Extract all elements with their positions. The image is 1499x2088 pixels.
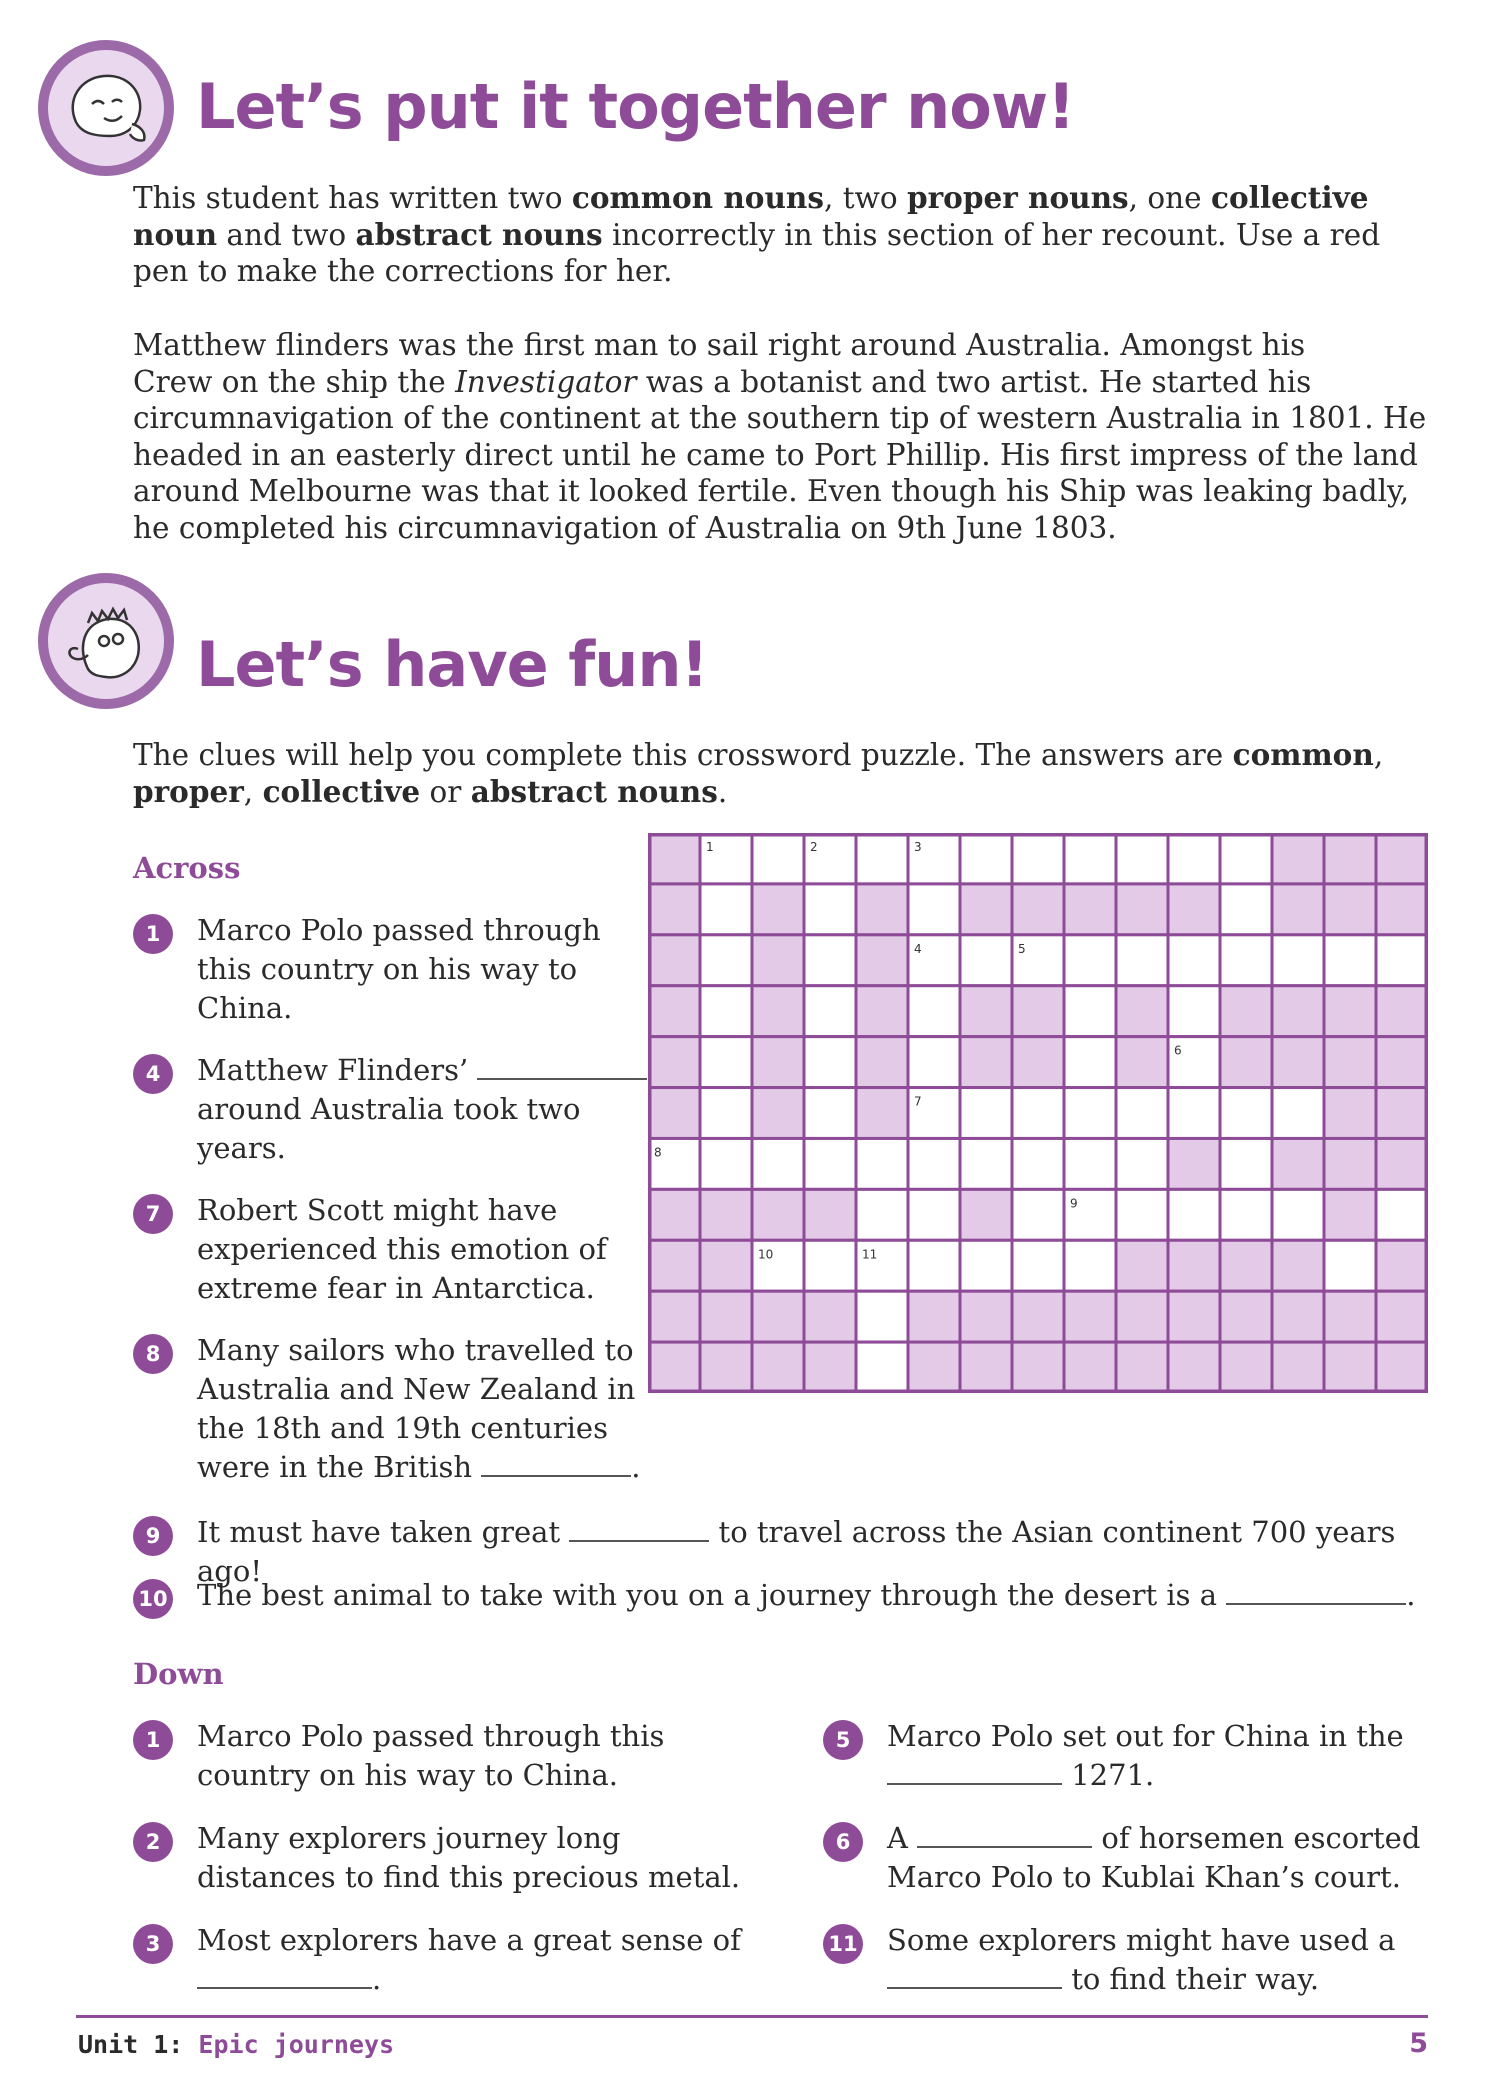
crossword-blocked-cell: [648, 1189, 700, 1240]
crossword-blocked-cell: [1324, 884, 1376, 935]
crossword-cell[interactable]: [752, 833, 804, 884]
crossword-blocked-cell: [960, 884, 1012, 935]
crossword-cell-number: 5: [1018, 941, 1026, 956]
clue-text-part: around Australia took two years.: [197, 1092, 581, 1165]
crossword-blocked-cell: [1324, 1189, 1376, 1240]
crossword-cell[interactable]: [1012, 1138, 1064, 1189]
crossword-blocked-cell: [1116, 884, 1168, 935]
text-run: common: [1232, 737, 1374, 772]
clue-number-badge: 1: [133, 1720, 173, 1760]
answer-blank[interactable]: [887, 1761, 1062, 1785]
crossword-blocked-cell: [1272, 1291, 1324, 1342]
crossword-cell[interactable]: [856, 1189, 908, 1240]
clue-number-badge: 7: [133, 1194, 173, 1234]
crossword-blocked-cell: [1272, 833, 1324, 884]
crossword-blocked-cell: [856, 986, 908, 1037]
crossword-blocked-cell: [700, 1189, 752, 1240]
crossword-cell[interactable]: [1220, 1189, 1272, 1240]
crossword-blocked-cell: [1012, 1037, 1064, 1088]
text-run: , one: [1128, 181, 1212, 215]
recount-passage: [133, 327, 1433, 546]
crossword-cell[interactable]: [908, 1240, 960, 1291]
crossword-blocked-cell: [856, 935, 908, 986]
crossword-blocked-cell: [1116, 1240, 1168, 1291]
crossword-cell[interactable]: [908, 1138, 960, 1189]
crossword-blocked-cell: [1220, 1291, 1272, 1342]
crossword-blocked-cell: [1168, 1138, 1220, 1189]
crossword-blocked-cell: [1324, 1291, 1376, 1342]
text-run: proper: [133, 773, 244, 809]
crossword-cell[interactable]: [1272, 1088, 1324, 1139]
thinking-character-icon: [38, 40, 174, 176]
crossword-cell[interactable]: [908, 986, 960, 1037]
crossword-cell[interactable]: [1116, 1189, 1168, 1240]
crossword-blocked-cell: [648, 884, 700, 935]
crossword-blocked-cell: [752, 986, 804, 1037]
text-run: noun: [133, 216, 218, 252]
text-run: Matthew flinders was the first man to sail right around Australia. Amongst his Crew on the ship the: [133, 328, 1306, 399]
clue-text-part: Some explorers might have used a: [887, 1923, 1396, 1957]
crossword-blocked-cell: [1324, 833, 1376, 884]
crossword-cell[interactable]: [1012, 833, 1064, 884]
crossword-cell[interactable]: [1324, 935, 1376, 986]
clue-text-part: Marco Polo passed through this country on his way to China.: [197, 1719, 665, 1792]
clue-item: [133, 1331, 653, 1501]
crossword-cell[interactable]: [700, 1088, 752, 1139]
text-run: ,: [1373, 738, 1384, 772]
crossword-blocked-cell: [1376, 1138, 1428, 1189]
answer-blank[interactable]: [917, 1824, 1092, 1848]
crossword-cell-number: 2: [810, 840, 818, 854]
crossword-blocked-cell: [1324, 1138, 1376, 1189]
crossword-cell[interactable]: [804, 1138, 856, 1189]
clue-number-badge: 6: [823, 1822, 863, 1862]
crossword-blocked-cell: [1272, 986, 1324, 1037]
crossword-cell[interactable]: [1324, 1240, 1376, 1291]
crossword-cell-number: 1: [706, 840, 714, 854]
footer-divider: [76, 2015, 1428, 2018]
clue-number-badge: 1: [133, 914, 173, 954]
crossword-blocked-cell: [1064, 1291, 1116, 1342]
crossword-cell[interactable]: [804, 1088, 856, 1139]
crossword-cell[interactable]: [960, 833, 1012, 884]
clue-text: [197, 1191, 653, 1308]
crossword-blocked-cell: [1324, 1037, 1376, 1088]
crossword-blocked-cell: [648, 1037, 700, 1088]
crossword-cell[interactable]: [804, 884, 856, 935]
crossword-blocked-cell: [648, 1291, 700, 1342]
crossword-cell[interactable]: [1220, 884, 1272, 935]
crossword-cell[interactable]: [856, 833, 908, 884]
crossword-grid[interactable]: [648, 833, 1428, 1393]
answer-blank[interactable]: [887, 1965, 1062, 1989]
crossword-blocked-cell: [752, 935, 804, 986]
crossword-cell[interactable]: [1116, 1138, 1168, 1189]
crossword-cell[interactable]: [1376, 935, 1428, 986]
crossword-blocked-cell: [648, 935, 700, 986]
clue-text-part: 1271.: [1062, 1758, 1155, 1792]
crossword-cell[interactable]: [1116, 833, 1168, 884]
crossword-blocked-cell: [1064, 1342, 1116, 1393]
clue-text-part: .: [1406, 1578, 1416, 1612]
crossword-blocked-cell: [752, 1189, 804, 1240]
crossword-cell-number: 6: [1174, 1043, 1182, 1058]
answer-blank[interactable]: [481, 1453, 631, 1477]
crossword-blocked-cell: [856, 1037, 908, 1088]
crossword-blocked-cell: [960, 1037, 1012, 1088]
crossword-blocked-cell: [648, 1342, 700, 1393]
crossword-cell[interactable]: [804, 935, 856, 986]
crossword-blocked-cell: [1012, 884, 1064, 935]
crossword-instructions: [133, 737, 1433, 810]
crossword-blocked-cell: [1272, 1138, 1324, 1189]
crossword-cell-number: 4: [914, 941, 922, 956]
crossword-blocked-cell: [1220, 986, 1272, 1037]
text-run: common nouns: [571, 180, 824, 215]
crossword-cell[interactable]: [1220, 1088, 1272, 1139]
crossword-blocked-cell: [1116, 986, 1168, 1037]
crossword-cell[interactable]: [856, 1342, 908, 1393]
clue-text: [887, 1921, 1433, 1999]
answer-blank[interactable]: [1226, 1581, 1406, 1605]
crossword-cell-number: 3: [914, 840, 922, 854]
text-run: collective: [262, 773, 421, 809]
crossword-cell[interactable]: [960, 1088, 1012, 1139]
clue-number-badge: 11: [823, 1924, 863, 1964]
footer-unit-title: Epic journeys: [183, 2030, 395, 2059]
clue-number-badge: 3: [133, 1924, 173, 1964]
crossword-blocked-cell: [700, 1291, 752, 1342]
crossword-blocked-cell: [1168, 1342, 1220, 1393]
clue-text-part: Marco Polo passed through this country on his way to China.: [197, 913, 601, 1025]
crossword-cell[interactable]: [908, 1037, 960, 1088]
clue-number-badge: 9: [133, 1516, 173, 1556]
crossword-blocked-cell: [1376, 1291, 1428, 1342]
text-run: Investigator: [455, 364, 637, 399]
section-heading-fun: Let’s have fun!: [196, 628, 708, 701]
crossword-cell[interactable]: [1168, 986, 1220, 1037]
text-run: collective: [1211, 180, 1369, 215]
crossword-cell-number: 11: [862, 1247, 878, 1262]
crossword-cell-number: 7: [914, 1094, 922, 1109]
crossword-blocked-cell: [752, 1291, 804, 1342]
crossword-blocked-cell: [804, 1291, 856, 1342]
cartoon-face-icon: [38, 573, 174, 709]
crossword-blocked-cell: [1376, 884, 1428, 935]
across-label: Across: [133, 851, 241, 885]
crossword-blocked-cell: [960, 1189, 1012, 1240]
answer-blank[interactable]: [197, 1965, 372, 1989]
down-label: Down: [133, 1657, 224, 1691]
crossword-blocked-cell: [1220, 1342, 1272, 1393]
clue-text: [887, 1717, 1433, 1795]
crossword-cell[interactable]: [1168, 935, 1220, 986]
crossword-cell[interactable]: [1064, 1037, 1116, 1088]
crossword-blocked-cell: [856, 884, 908, 935]
crossword-blocked-cell: [1324, 986, 1376, 1037]
text-run: incorrectly in this section of her recount. Use a red pen to make the corrections for her.: [133, 217, 1381, 288]
crossword-cell[interactable]: [752, 1138, 804, 1189]
crossword-blocked-cell: [960, 1342, 1012, 1393]
crossword-blocked-cell: [1272, 1342, 1324, 1393]
crossword-blocked-cell: [1116, 1291, 1168, 1342]
crossword-cell[interactable]: [856, 1138, 908, 1189]
crossword-blocked-cell: [856, 1088, 908, 1139]
crossword-cell[interactable]: [1220, 833, 1272, 884]
clue-text: [197, 1051, 653, 1168]
clue-number-badge: 5: [823, 1720, 863, 1760]
crossword-blocked-cell: [1012, 1291, 1064, 1342]
answer-blank[interactable]: [477, 1056, 647, 1080]
clue-text-part: .: [372, 1962, 382, 1996]
clue-text-part: to travel across the Asian continent 700 years ago!: [197, 1515, 1396, 1588]
footer-unit-label: Unit 1:: [78, 2030, 184, 2059]
crossword-cell[interactable]: [1272, 935, 1324, 986]
crossword-cell[interactable]: [804, 1240, 856, 1291]
clue-text-part: Many explorers journey long distances to find this precious metal.: [197, 1821, 741, 1894]
text-run: This student has written two: [133, 181, 572, 215]
crossword-cell[interactable]: [1220, 1138, 1272, 1189]
clue-number-badge: 8: [133, 1334, 173, 1374]
clue-item: [823, 1921, 1433, 2088]
clue-text: [197, 1819, 743, 1897]
crossword-blocked-cell: [1168, 1240, 1220, 1291]
crossword-cell[interactable]: [1116, 1088, 1168, 1139]
crossword-blocked-cell: [908, 1291, 960, 1342]
clue-text-part: Robert Scott might have experienced this emotion of extreme fear in Antarctica.: [197, 1193, 607, 1305]
crossword-cell-number: 8: [654, 1145, 662, 1160]
crossword-blocked-cell: [700, 1342, 752, 1393]
section-heading: Let’s put it together now!: [196, 70, 1075, 143]
crossword-cell[interactable]: [1168, 1189, 1220, 1240]
crossword-cell[interactable]: [1012, 1088, 1064, 1139]
crossword-blocked-cell: [1376, 1342, 1428, 1393]
clue-text: [197, 1331, 653, 1487]
crossword-blocked-cell: [648, 1240, 700, 1291]
clue-text-part: It must have taken great: [197, 1515, 570, 1549]
crossword-blocked-cell: [1012, 986, 1064, 1037]
crossword-blocked-cell: [1272, 1240, 1324, 1291]
crossword-blocked-cell: [804, 1342, 856, 1393]
clue-text-part: of horsemen escorted Marco Polo to Kublai Khan’s court.: [887, 1821, 1421, 1894]
clue-text: [197, 911, 653, 1028]
clue-text-part: to find their way.: [1062, 1962, 1320, 1996]
crossword-cell[interactable]: [1272, 1189, 1324, 1240]
crossword-blocked-cell: [1220, 1240, 1272, 1291]
text-run: .: [717, 774, 728, 809]
crossword-blocked-cell: [1168, 1291, 1220, 1342]
crossword-cell[interactable]: [1012, 1189, 1064, 1240]
crossword-cell[interactable]: [700, 935, 752, 986]
text-run: The clues will help you complete this crossword puzzle. The answers are: [133, 738, 1233, 772]
clue-text-part: Most explorers have a great sense of: [197, 1923, 741, 1957]
crossword-blocked-cell: [1012, 1342, 1064, 1393]
text-run: or: [420, 774, 471, 809]
crossword-cell[interactable]: [960, 935, 1012, 986]
clue-text: [197, 1576, 1463, 1615]
crossword-blocked-cell: [1376, 986, 1428, 1037]
instructions-paragraph: [133, 180, 1433, 290]
clue-number-badge: 4: [133, 1054, 173, 1094]
crossword-blocked-cell: [1324, 1342, 1376, 1393]
clue-text-part: A: [887, 1821, 918, 1855]
crossword-blocked-cell: [1116, 1037, 1168, 1088]
text-run: abstract nouns: [355, 216, 603, 252]
crossword-cell[interactable]: [804, 1037, 856, 1088]
crossword-cell[interactable]: [1064, 833, 1116, 884]
crossword-blocked-cell: [752, 1342, 804, 1393]
page-number: 5: [1409, 2028, 1428, 2059]
crossword-cell[interactable]: [960, 1138, 1012, 1189]
crossword-blocked-cell: [1324, 1088, 1376, 1139]
text-run: , two: [823, 181, 907, 215]
crossword-blocked-cell: [648, 1088, 700, 1139]
crossword-cell[interactable]: [1012, 1240, 1064, 1291]
clue-text: [887, 1819, 1433, 1897]
crossword-blocked-cell: [908, 1342, 960, 1393]
clue-text-part: Many sailors who travelled to Australia and New Zealand in the 18th and 19th centuries were in the British: [197, 1333, 636, 1484]
crossword-cell[interactable]: [1168, 833, 1220, 884]
crossword-cell[interactable]: [1064, 1240, 1116, 1291]
crossword-blocked-cell: [752, 1037, 804, 1088]
crossword-cell[interactable]: [1064, 1088, 1116, 1139]
crossword-cell[interactable]: [700, 1138, 752, 1189]
crossword-cell[interactable]: [1168, 1088, 1220, 1139]
crossword-cell[interactable]: [908, 884, 960, 935]
crossword-cell[interactable]: [804, 986, 856, 1037]
clue-text-part: Marco Polo set out for China in the: [887, 1719, 1404, 1753]
text-run: and two: [217, 217, 356, 252]
crossword-blocked-cell: [1376, 833, 1428, 884]
crossword-blocked-cell: [1272, 1037, 1324, 1088]
clue-number-badge: 2: [133, 1822, 173, 1862]
crossword-cell[interactable]: [1220, 935, 1272, 986]
crossword-cell[interactable]: [1064, 986, 1116, 1037]
footer-unit: [78, 2030, 394, 2059]
crossword-blocked-cell: [1376, 1088, 1428, 1139]
crossword-blocked-cell: [1272, 884, 1324, 935]
crossword-cell[interactable]: [960, 1240, 1012, 1291]
crossword-blocked-cell: [648, 986, 700, 1037]
crossword-cell[interactable]: [700, 986, 752, 1037]
crossword-cell[interactable]: [1064, 1138, 1116, 1189]
crossword-blocked-cell: [752, 1088, 804, 1139]
crossword-cell[interactable]: [700, 884, 752, 935]
clue-item: [133, 1921, 743, 2088]
clue-text-part: .: [631, 1450, 641, 1484]
crossword-cell[interactable]: [856, 1291, 908, 1342]
text-run: proper nouns: [906, 180, 1129, 215]
clue-text: [197, 1921, 743, 1999]
crossword-blocked-cell: [960, 1291, 1012, 1342]
clue-text-part: Matthew Flinders’: [197, 1053, 478, 1087]
clue-text-part: The best animal to take with you on a journey through the desert is a: [197, 1578, 1227, 1612]
crossword-blocked-cell: [1064, 884, 1116, 935]
crossword-blocked-cell: [1116, 1342, 1168, 1393]
crossword-blocked-cell: [1220, 1037, 1272, 1088]
crossword-blocked-cell: [1376, 1240, 1428, 1291]
crossword-cell[interactable]: [1116, 935, 1168, 986]
crossword-blocked-cell: [960, 986, 1012, 1037]
answer-blank[interactable]: [569, 1518, 709, 1542]
text-run: was a botanist and two artist. He started his circumnavigation of the continent at the southern tip of western Australia in 1801. He headed in an easterly direct until he came to Port Phillip. His first impress of the land around Melbourne was that it looked fertile. Even though his Ship was leaking badly, he completed his circumnavigation of Australia on 9th June 1803.: [133, 364, 1427, 545]
clue-number-badge: 10: [133, 1579, 173, 1619]
clue-text: [197, 1717, 743, 1795]
crossword-cell[interactable]: [700, 1037, 752, 1088]
crossword-cell[interactable]: [1376, 1189, 1428, 1240]
crossword-blocked-cell: [648, 833, 700, 884]
crossword-cell[interactable]: [908, 1189, 960, 1240]
text-run: abstract nouns: [470, 773, 718, 809]
text-run: ,: [243, 774, 263, 809]
crossword-cell-number: 9: [1070, 1196, 1078, 1211]
crossword-blocked-cell: [752, 884, 804, 935]
crossword-blocked-cell: [700, 1240, 752, 1291]
crossword-cell-number: 10: [758, 1247, 774, 1262]
crossword-cell[interactable]: [1064, 935, 1116, 986]
crossword-blocked-cell: [804, 1189, 856, 1240]
crossword-blocked-cell: [1376, 1037, 1428, 1088]
crossword-blocked-cell: [1168, 884, 1220, 935]
